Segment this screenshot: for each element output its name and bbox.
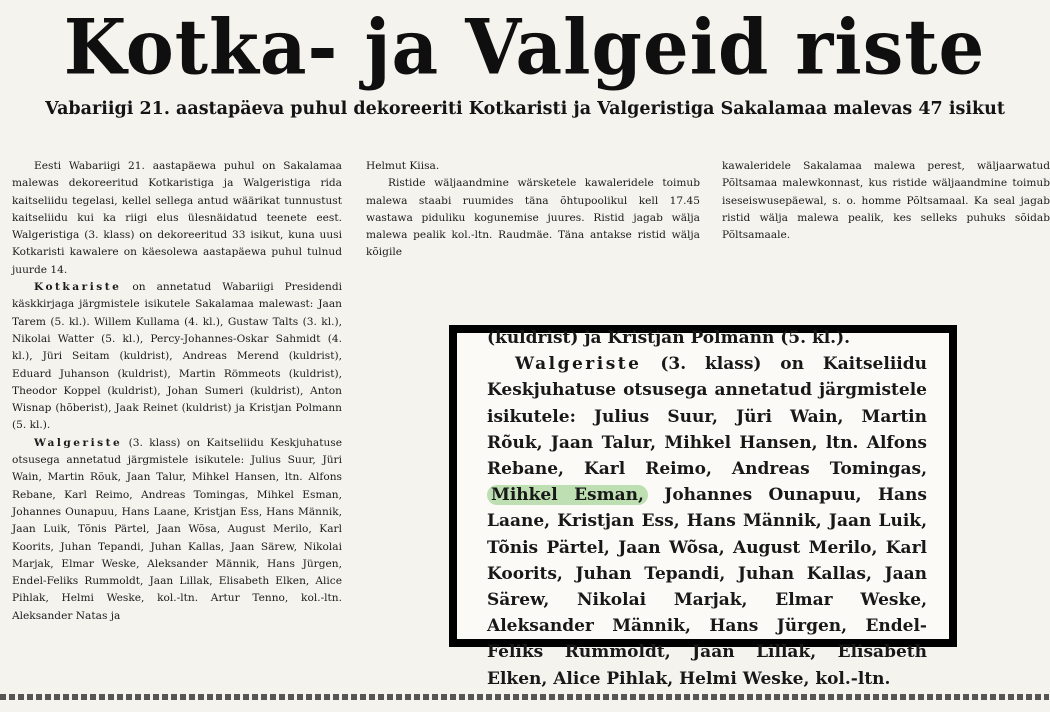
zoom-walgeriste-lead: Walgeriste [515,354,642,375]
zoomed-excerpt-frame [450,326,956,689]
article-column-3 [722,158,1050,244]
highlighted-name: Mihkel Esman, [487,485,648,505]
kotkariste-text: on annetatud Wabariigi Presidendi käskkirjaga järgmistele isikutele Sakalamaa malewast: Jaan Tarem (5. kl.). Willem Kullama (4. kl.), Gustaw Talts (3. kl.), Nikolai Watter (5. kl.), Percy-Johannes-Oskar Sahmidt (4. kl.), Jüri Seitam (kuldrist), Andreas Merend (kuldrist), Eduard Juhanson (kuldrist), Martin Römmeots (kuldrist), Theodor Koppel (kuldrist), Johan Sumeri (kuldrist), Anton Wisnap (hõberist), Jaak Reinet (kuldrist) ja Kristjan Polmann (5. kl.). [12,281,342,432]
article-column-2 [366,158,700,262]
column2-paragraph-1: Helmut Kiisa. [366,160,440,172]
article-column-1 [12,158,342,625]
column1-paragraph-2 [12,279,342,435]
zoomed-excerpt-text [487,325,927,692]
zoom-text-a: (3. klass) on Kaitseliidu Keskjuhatuse otsusega annetatud järgmistele isikutele: Julius Suur, Jüri Wain, Martin Rõuk, Jaan Talur, Mihkel Hansen, ltn. Alfons Rebane, Karl Reimo, Andreas Tomingas, [487,354,927,480]
column1-paragraph-1: Eesti Wabariigi 21. aastapäewa puhul on Sakalamaa malewas dekoreeritud Kotkaristiga ja Walgeristiga rida kaitseliidu tegelasi, kellel sellega antud wäärikat tunnustust kaitseliidu kui ka riigi elus ülesnäidatud teenete eest. Walgeristiga (3. klass) on dekoreeritud 33 isikut, kuna uusi Kotkaristi kawalere on käesolewa aastapäewa puhul tulnud juurde 14. [12,160,342,276]
column3-paragraph-1: kawaleridele Sakalamaa malewa perest, wäljaarwatud Põltsamaa malewkonnast, kus ristide wäljaandmine toimub iseseiswusepäewal, s. o. homme Põltsamaal. Ka seal jagab ristid wälja malewa pealik, kes selleks puhuks sõidab Põltsamaale. [722,160,1050,242]
bottom-divider [0,694,1049,700]
headline: Kotka- ja Valgeid riste [63,1,986,92]
subheadline: Vabariigi 21. aastapäeva puhul dekoreeriti Kotkaristi ja Valgeristiga Sakalamaa malevas 47 isikut [45,99,1005,119]
kotkariste-lead: Kotkariste [34,281,122,294]
walgeriste-text: (3. klass) on Kaitseliidu Keskjuhatuse otsusega annetatud järgmistele isikutele: Julius Suur, Jüri Wain, Martin Rõuk, Jaan Talur, Mihkel Hansen, ltn. Alfons Rebane, Karl Reimo, Andreas Tomingas, Mihkel Esman, Johannes Ounapuu, Hans Laane, Kristjan Ess, Hans Männik, Jaan Luik, Tõnis Pärtel, Jaan Wõsa, August Merilo, Karl Koorits, Juhan Tepandi, Juhan Kallas, Jaan Särew, Nikolai Marjak, Elmar Weske, Aleksander Männik, Hans Jürgen, Endel-Feliks Rummoldt, Jaan Lillak, Elisabeth Elken, Alice Pihlak, Helmi Weske, kol.-ltn. Artur Tenno, kol.-ltn. Aleksander Natas ja [12,436,342,622]
zoom-paragraph [487,351,927,692]
walgeriste-lead: Walgeriste [34,436,123,449]
zoom-line-0: (kuldrist) ja Kristjan Polmann (5. kl.). [487,328,851,348]
column1-paragraph-3 [12,435,342,625]
zoom-text-b: Johannes Ounapuu, Hans Laane, Kristjan Ess, Hans Männik, Jaan Luik, Tõnis Pärtel, Jaan Wõsa, August Merilo, Karl Koorits, Juhan Tepandi, Juhan Kallas, Jaan Särew, Nikolai Marjak, Elmar Weske, Aleksander Männik, Hans Jürgen, Endel-Feliks Rummoldt, Jaan Lillak, Elisabeth Elken, Alice Pihlak, Helmi Weske, kol.-ltn. [487,485,927,689]
column2-paragraph-2: Ristide wäljaandmine wärsketele kawaleridele toimub malewa staabi ruumides täna õhtupoolikul kell 17.45 wastawa piduliku kogunemise juures. Ristid jagab wälja malewa pealik kol.-ltn. Raudmäe. Täna antakse ristid wälja kõigile [366,177,700,259]
